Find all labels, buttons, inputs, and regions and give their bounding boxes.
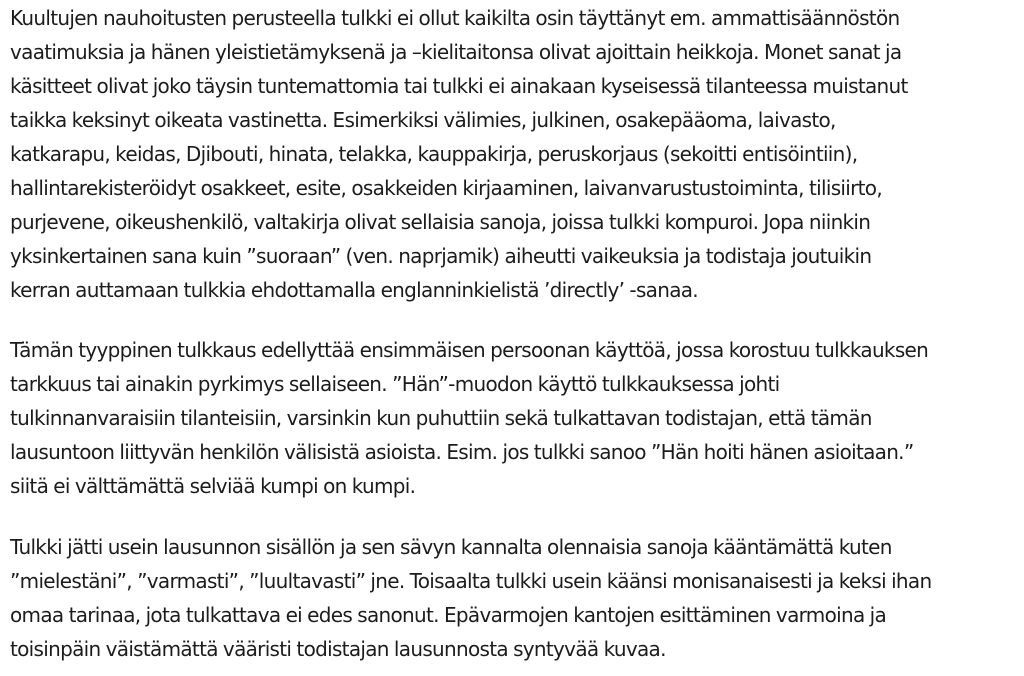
text-line: vaatimuksia ja hänen yleistietämyksenä ja –kielitaitonsa olivat ajoittain heikkoja. Monet sanat ja: [10, 40, 902, 64]
text-line: taikka keksinyt oikeata vastinetta. Esimerkiksi välimies, julkinen, osakepääoma, laivasto,: [10, 108, 836, 132]
text-line: hallintarekisteröidyt osakkeet, esite, osakkeiden kirjaaminen, laivanvarustustoiminta, tilisiirto,: [10, 176, 882, 200]
text-line: tarkkuus tai ainakin pyrkimys sellaiseen. ”Hän”-muodon käyttö tulkkauksessa johti: [10, 372, 780, 396]
text-line: ”mielestäni”, ”varmasti”, ”luultavasti” jne. Toisaalta tulkki usein käänsi monisanaisesti ja keksi ihan: [10, 569, 932, 593]
text-line: purjevene, oikeushenkilö, valtakirja olivat sellaisia sanoja, joissa tulkki kompuroi. Jopa niinkin: [10, 210, 871, 234]
text-line: siitä ei välttämättä selviää kumpi on kumpi.: [10, 474, 416, 498]
text-line: toisinpäin väistämättä vääristi todistajan lausunnosta syntyvää kuvaa.: [10, 637, 666, 661]
text-line: kerran auttamaan tulkkia ehdottamalla englanninkielistä ’directly’ -sanaa.: [10, 278, 698, 302]
text-line: tulkinnanvaraisiin tilanteisiin, varsinkin kun puhuttiin sekä tulkattavan todistajan, että tämän: [10, 406, 872, 430]
text-line: käsitteet olivat joko täysin tuntemattomia tai tulkki ei ainakaan kyseisessä tilanteessa muistanut: [10, 74, 908, 98]
text-line: yksinkertainen sana kuin ”suoraan” (ven. naprjamik) aiheutti vaikeuksia ja todistaja joutuikin: [10, 244, 872, 268]
text-line: Tulkki jätti usein lausunnon sisällön ja sen sävyn kannalta olennaisia sanoja kääntämättä kuten: [10, 535, 892, 559]
text-line: Kuultujen nauhoitusten perusteella tulkki ei ollut kaikilta osin täyttänyt em. ammattisäännöstön: [10, 6, 900, 30]
text-line: katkarapu, keidas, Djibouti, hinata, telakka, kauppakirja, peruskorjaus (sekoitti entisöintiin),: [10, 142, 858, 166]
text-line: lausuntoon liittyvän henkilön välisistä asioista. Esim. jos tulkki sanoo ”Hän hoiti hänen asioitaan.”: [10, 440, 914, 464]
text-line: Tämän tyyppinen tulkkaus edellyttää ensimmäisen persoonan käyttöä, jossa korostuu tulkkauksen: [10, 338, 929, 362]
text-line: omaa tarinaa, jota tulkattava ei edes sanonut. Epävarmojen kantojen esittäminen varmoina ja: [10, 603, 887, 627]
